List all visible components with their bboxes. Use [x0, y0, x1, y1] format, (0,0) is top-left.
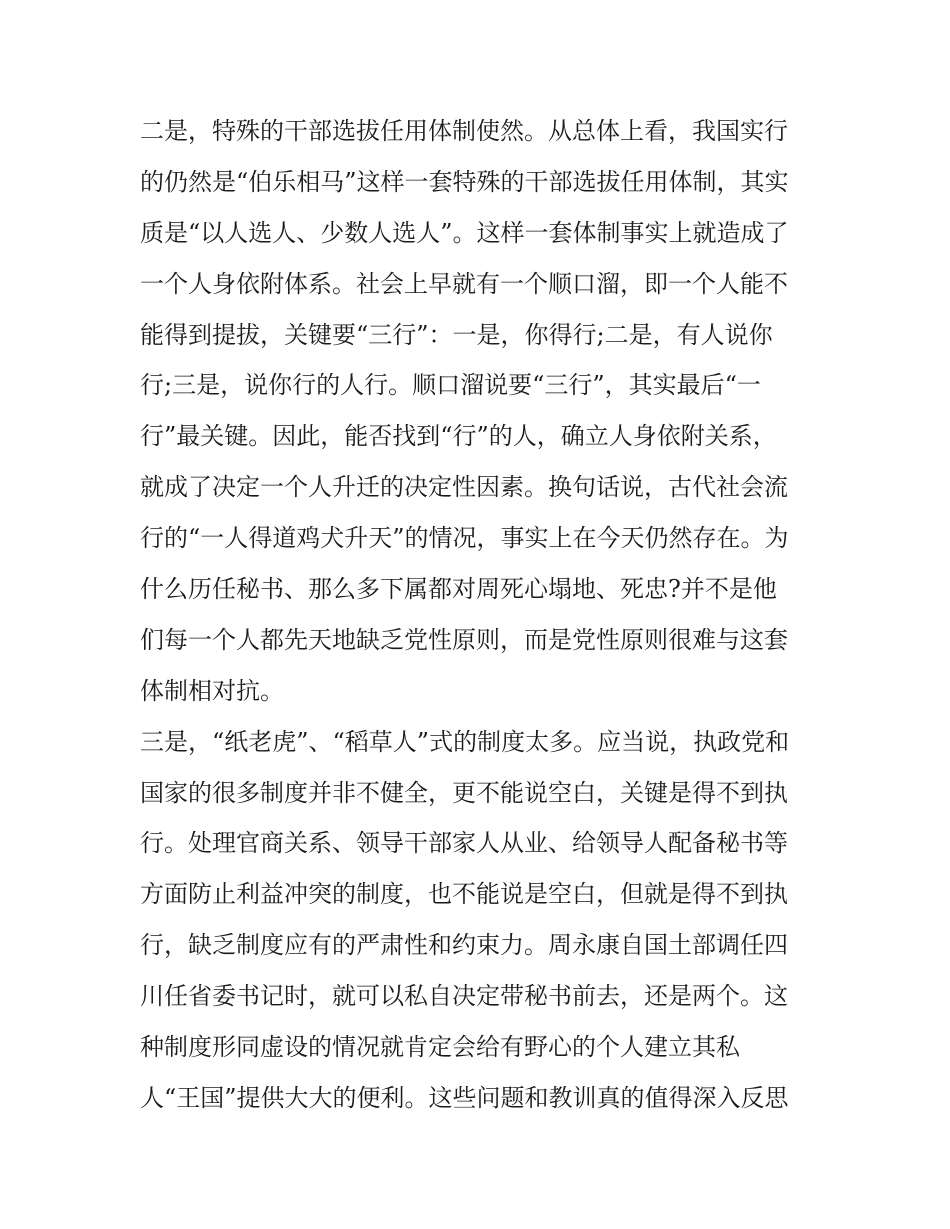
text-line: 行的“一人得道鸡犬升天”的情况，事实上在今天仍然存在。为 [140, 524, 789, 553]
body-text [140, 106, 820, 1124]
text-line: 质是“以人选人、少数人选人”。这样一套体制事实上就造成了 [140, 218, 789, 247]
text-line: 三是，“纸老虎”、“稻草人”式的制度太多。应当说，执政党和 [140, 727, 790, 756]
text-line: 二是，特殊的干部选拔任用体制使然。从总体上看，我国实行 [140, 117, 788, 145]
text-line: 行”最关键。因此，能否找到“行”的人，确立人身依附关系， [140, 422, 777, 451]
text-line: 一个人身依附体系。社会上早就有一个顺口溜，即一个人能不 [140, 269, 788, 298]
text-line: 行;三是，说你行的人行。顺口溜说要“三行”，其实最后“一 [140, 371, 761, 400]
text-line: 种制度形同虚设的情况就肯定会给有野心的个人建立其私 [140, 1033, 740, 1062]
text-line: 们每一个人都先天地缺乏党性原则，而是党性原则很难与这套 [140, 625, 788, 654]
text-line: 人“王国”提供大大的便利。这些问题和教训真的值得深入反思 [140, 1083, 789, 1112]
text-line: 行。处理官商关系、领导干部家人从业、给领导人配备秘书等 [140, 829, 788, 858]
text-line: 的仍然是“伯乐相马”这样一套特殊的干部选拔任用体制，其实 [140, 167, 789, 196]
text-line: 什么历任秘书、那么多下属都对周死心塌地、死忠?并不是他 [140, 575, 777, 604]
text-line: 川任省委书记时，就可以私自决定带秘书前去，还是两个。这 [140, 982, 788, 1011]
text-line: 国家的很多制度并非不健全，更不能说空白，关键是得不到执 [140, 778, 788, 807]
text-line: 行，缺乏制度应有的严肃性和约束力。周永康自国土部调任四 [140, 931, 788, 960]
text-line: 体制相对抗。 [140, 676, 284, 705]
text-line: 就成了决定一个人升迁的决定性因素。换句话说，古代社会流 [140, 473, 788, 502]
text-line: 能得到提拔，关键要“三行”：一是，你得行;二是，有人说你 [140, 320, 773, 349]
text-line: 方面防止利益冲突的制度，也不能说是空白，但就是得不到执 [140, 880, 788, 909]
